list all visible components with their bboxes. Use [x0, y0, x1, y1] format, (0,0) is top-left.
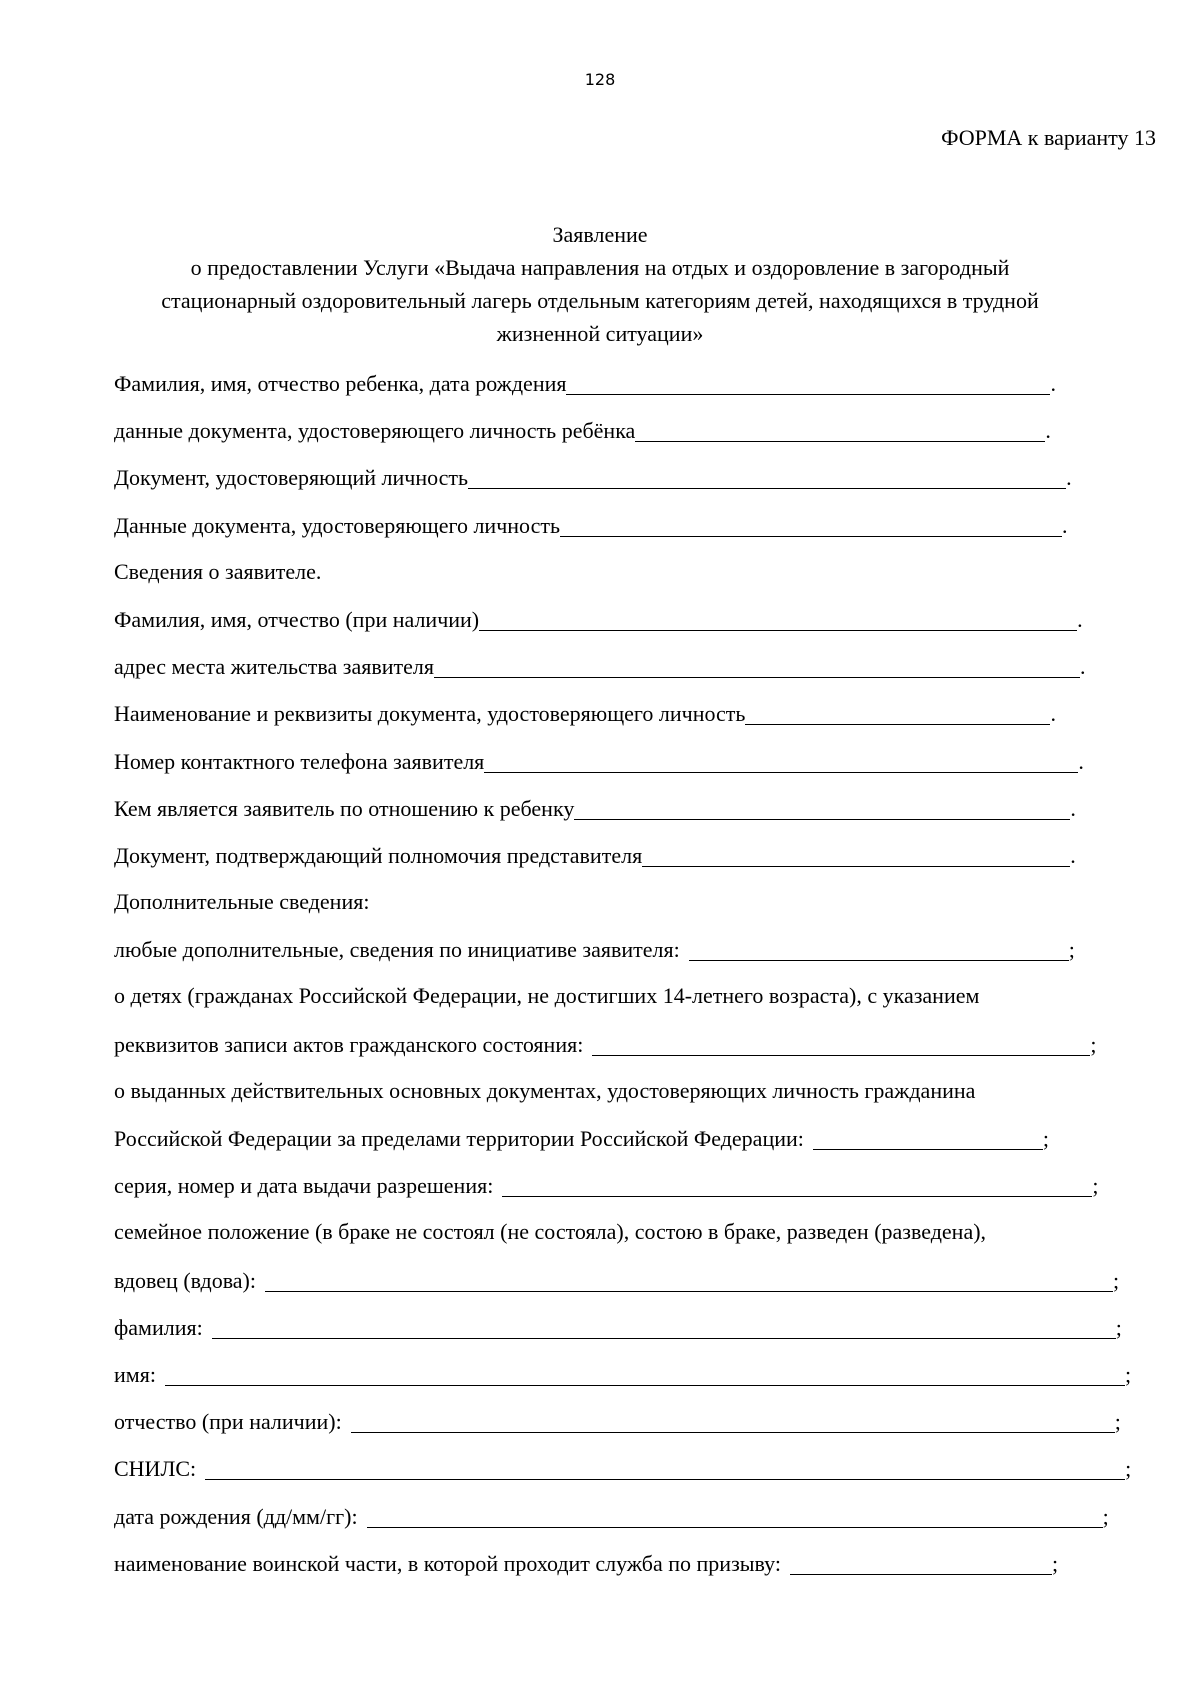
fill-in-line[interactable] [813, 1127, 1043, 1150]
form-row [114, 1265, 1154, 1312]
field-punctuation: ; [1068, 937, 1075, 963]
form-row [114, 510, 1154, 557]
field-label: семейное положение (в браке не состоял (не состояла), состою в браке, разведен (разведена), [114, 1219, 987, 1245]
form-row [114, 746, 1154, 793]
field-punctuation: . [1080, 654, 1086, 680]
form-row [114, 1123, 1154, 1170]
fill-in-line[interactable] [635, 419, 1045, 442]
section-label-applicant: Сведения о заявителе. [114, 558, 322, 584]
form-fields [114, 368, 1154, 1595]
fill-in-line[interactable] [367, 1505, 1103, 1528]
field-label: реквизитов записи актов гражданского состояния: [114, 1031, 584, 1057]
field-label: фамилия: [114, 1314, 203, 1340]
field-label: Документ, удостоверяющий личность [114, 465, 469, 491]
field-label: СНИЛС: [114, 1456, 197, 1482]
field-punctuation: . [1077, 606, 1083, 632]
form-row [114, 840, 1154, 887]
form-row [114, 462, 1154, 509]
fill-in-line[interactable] [745, 702, 1050, 725]
form-row [114, 1359, 1154, 1406]
form-row [114, 1029, 1154, 1076]
fill-in-line[interactable] [205, 1457, 1125, 1480]
form-row [114, 415, 1154, 462]
field-label: имя: [114, 1361, 156, 1387]
form-row [114, 1453, 1154, 1500]
fill-in-line[interactable] [434, 655, 1080, 678]
field-label: Фамилия, имя, отчество (при наличии) [114, 606, 480, 632]
field-label: адрес места жительства заявителя [114, 654, 434, 680]
field-punctuation: ; [1052, 1550, 1059, 1576]
field-label: о детях (гражданах Российской Федерации, не достигших 14-летнего возраста), с указанием [114, 983, 980, 1009]
field-punctuation: ; [1125, 1456, 1132, 1482]
fill-in-line[interactable] [265, 1269, 1113, 1292]
form-row [114, 368, 1154, 415]
field-punctuation: . [1070, 795, 1076, 821]
field-punctuation: ; [1115, 1314, 1122, 1340]
section-label-additional: Дополнительные сведения: [114, 889, 370, 915]
field-punctuation: . [1045, 418, 1051, 444]
heading-line-2: стационарный оздоровительный лагерь отдельным категориям детей, находящихся в трудной [161, 288, 1039, 313]
fill-in-line[interactable] [790, 1552, 1052, 1575]
fill-in-line[interactable] [566, 372, 1050, 395]
field-punctuation: ; [1092, 1173, 1099, 1199]
fill-in-line[interactable] [592, 1033, 1090, 1056]
field-punctuation: . [1062, 512, 1068, 538]
field-label: отчество (при наличии): [114, 1409, 342, 1435]
field-label: любые дополнительные, сведения по инициативе заявителя: [114, 937, 680, 963]
form-row [114, 1406, 1154, 1453]
field-label: Кем является заявитель по отношению к ребенку [114, 795, 575, 821]
field-label: данные документа, удостоверяющего личность ребёнка [114, 418, 636, 444]
form-row [114, 981, 1154, 1028]
form-row [114, 1170, 1154, 1217]
fill-in-line[interactable] [468, 466, 1066, 489]
document-title: Заявление [552, 222, 648, 247]
field-label: вдовец (вдова): [114, 1267, 256, 1293]
form-row [114, 793, 1154, 840]
field-label: Номер контактного телефона заявителя [114, 748, 485, 774]
fill-in-line[interactable] [351, 1410, 1115, 1433]
field-punctuation: ; [1102, 1503, 1109, 1529]
form-row [114, 887, 1154, 934]
field-label: наименование воинской части, в которой проходит служба по призыву: [114, 1550, 781, 1576]
heading-line-3: жизненной ситуации» [496, 321, 704, 346]
fill-in-line[interactable] [642, 844, 1070, 867]
field-label: Документ, подтверждающий полномочия представителя [114, 842, 643, 868]
fill-in-line[interactable] [689, 938, 1069, 961]
field-punctuation: . [1066, 465, 1072, 491]
form-row [114, 1548, 1154, 1595]
field-label: Российской Федерации за пределами территории Российской Федерации: [114, 1126, 804, 1151]
form-row [114, 698, 1154, 745]
form-row [114, 1217, 1154, 1264]
form-row [114, 557, 1154, 604]
field-label: дата рождения (дд/мм/гг): [114, 1503, 358, 1529]
form-row [114, 1312, 1154, 1359]
document-heading [0, 218, 1200, 350]
form-row [114, 604, 1154, 651]
field-punctuation: . [1070, 842, 1076, 868]
field-label: Фамилия, имя, отчество ребенка, дата рождения [114, 371, 567, 396]
field-punctuation: . [1050, 371, 1056, 396]
field-punctuation: . [1050, 701, 1056, 727]
form-row [114, 1076, 1154, 1123]
fill-in-line[interactable] [479, 608, 1077, 631]
field-punctuation: ; [1114, 1409, 1121, 1435]
field-punctuation: ; [1042, 1126, 1049, 1151]
fill-in-line[interactable] [502, 1174, 1092, 1197]
fill-in-line[interactable] [574, 797, 1070, 820]
fill-in-line[interactable] [560, 514, 1062, 537]
field-punctuation: ; [1113, 1267, 1120, 1293]
field-punctuation: ; [1090, 1031, 1097, 1057]
form-reference: ФОРМА к варианту 13 [941, 125, 1156, 150]
field-punctuation: ; [1124, 1361, 1132, 1387]
field-label: о выданных действительных основных документах, удостоверяющих личность гражданина [114, 1077, 976, 1103]
field-label: Наименование и реквизиты документа, удостоверяющего личность [114, 701, 746, 727]
heading-line-1: о предоставлении Услуги «Выдача направления на отдых и оздоровление в загородный [190, 255, 1010, 280]
form-row [114, 934, 1154, 981]
form-row [114, 1501, 1154, 1548]
fill-in-line[interactable] [484, 750, 1078, 773]
page-number: 128 [584, 70, 616, 89]
field-label: серия, номер и дата выдачи разрешения: [114, 1173, 494, 1199]
field-label: Данные документа, удостоверяющего личность [114, 512, 561, 538]
field-punctuation: . [1078, 748, 1084, 774]
form-row [114, 651, 1154, 698]
fill-in-line[interactable] [165, 1363, 1125, 1386]
fill-in-line[interactable] [212, 1316, 1116, 1339]
